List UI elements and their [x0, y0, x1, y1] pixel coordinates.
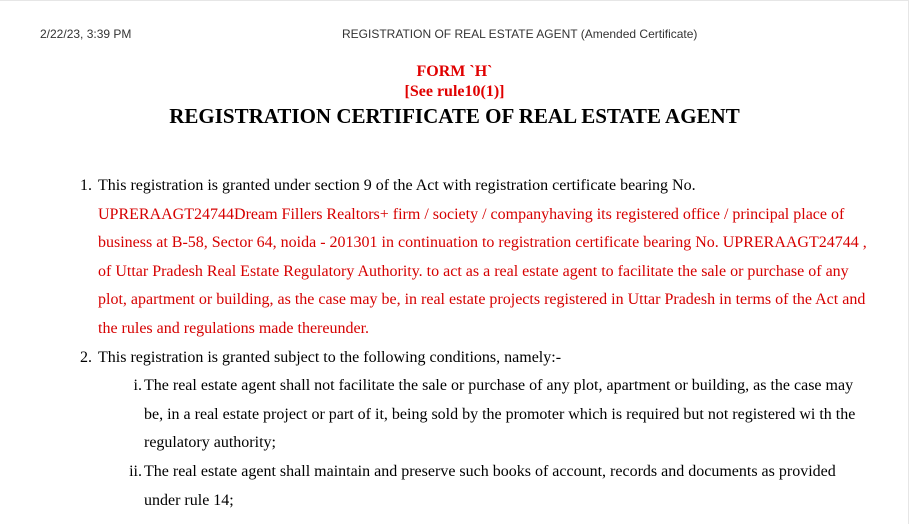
print-date: 2/22/23, 3:39 PM — [40, 27, 132, 41]
item-number: 2. — [80, 348, 92, 366]
condition-text: The real estate agent shall maintain and preserve such books of account, records and documents as provided under rule 14; — [144, 462, 836, 509]
certificate-title: REGISTRATION CERTIFICATE OF REAL ESTATE AGENT — [169, 104, 740, 128]
condition-number: i. — [133, 377, 142, 395]
list-item — [0, 344, 909, 373]
condition-number: ii. — [129, 462, 142, 480]
item-text — [98, 172, 868, 344]
rule-reference: [See rule10(1)] — [404, 83, 505, 100]
item-number: 1. — [80, 177, 92, 194]
item-intro: This registration is granted subject to the following conditions, namely:- — [98, 348, 562, 366]
condition-text: The real estate agent shall not facilitate the sale or purchase of any plot, apartment or building, as the case may be, in a real estate project or part of it, being sold by the promoter which is required but not registered wi th the regulatory authority; — [144, 377, 856, 452]
print-title: REGISTRATION OF REAL ESTATE AGENT (Amended Certificate) — [342, 27, 698, 41]
condition-item — [0, 458, 909, 515]
item-intro: This registration is granted under section 9 of the Act with registration certificate bearing No. — [98, 177, 696, 194]
form-label: FORM `H` — [416, 63, 493, 80]
certificate-body — [0, 172, 909, 515]
list-item — [0, 172, 909, 344]
print-header — [0, 25, 909, 43]
condition-item — [0, 372, 909, 458]
form-heading — [0, 62, 909, 130]
item-highlight: UPRERAAGT24744Dream Fillers Realtors+ firm / society / companyhaving its registered office / principal place of business at B-58, Sector 64, noida - 201301 in continuation to registration certificate bearing No. UPRERAAGT24744 , of Uttar Pradesh Real Estate Regulatory Authority. to act as a real estate agent to facilitate the sale or purchase of any plot, apartment or building, as the case may be, in real estate projects registered in Uttar Pradesh in terms of the Act and the rules and regulations made thereunder. — [98, 205, 867, 337]
